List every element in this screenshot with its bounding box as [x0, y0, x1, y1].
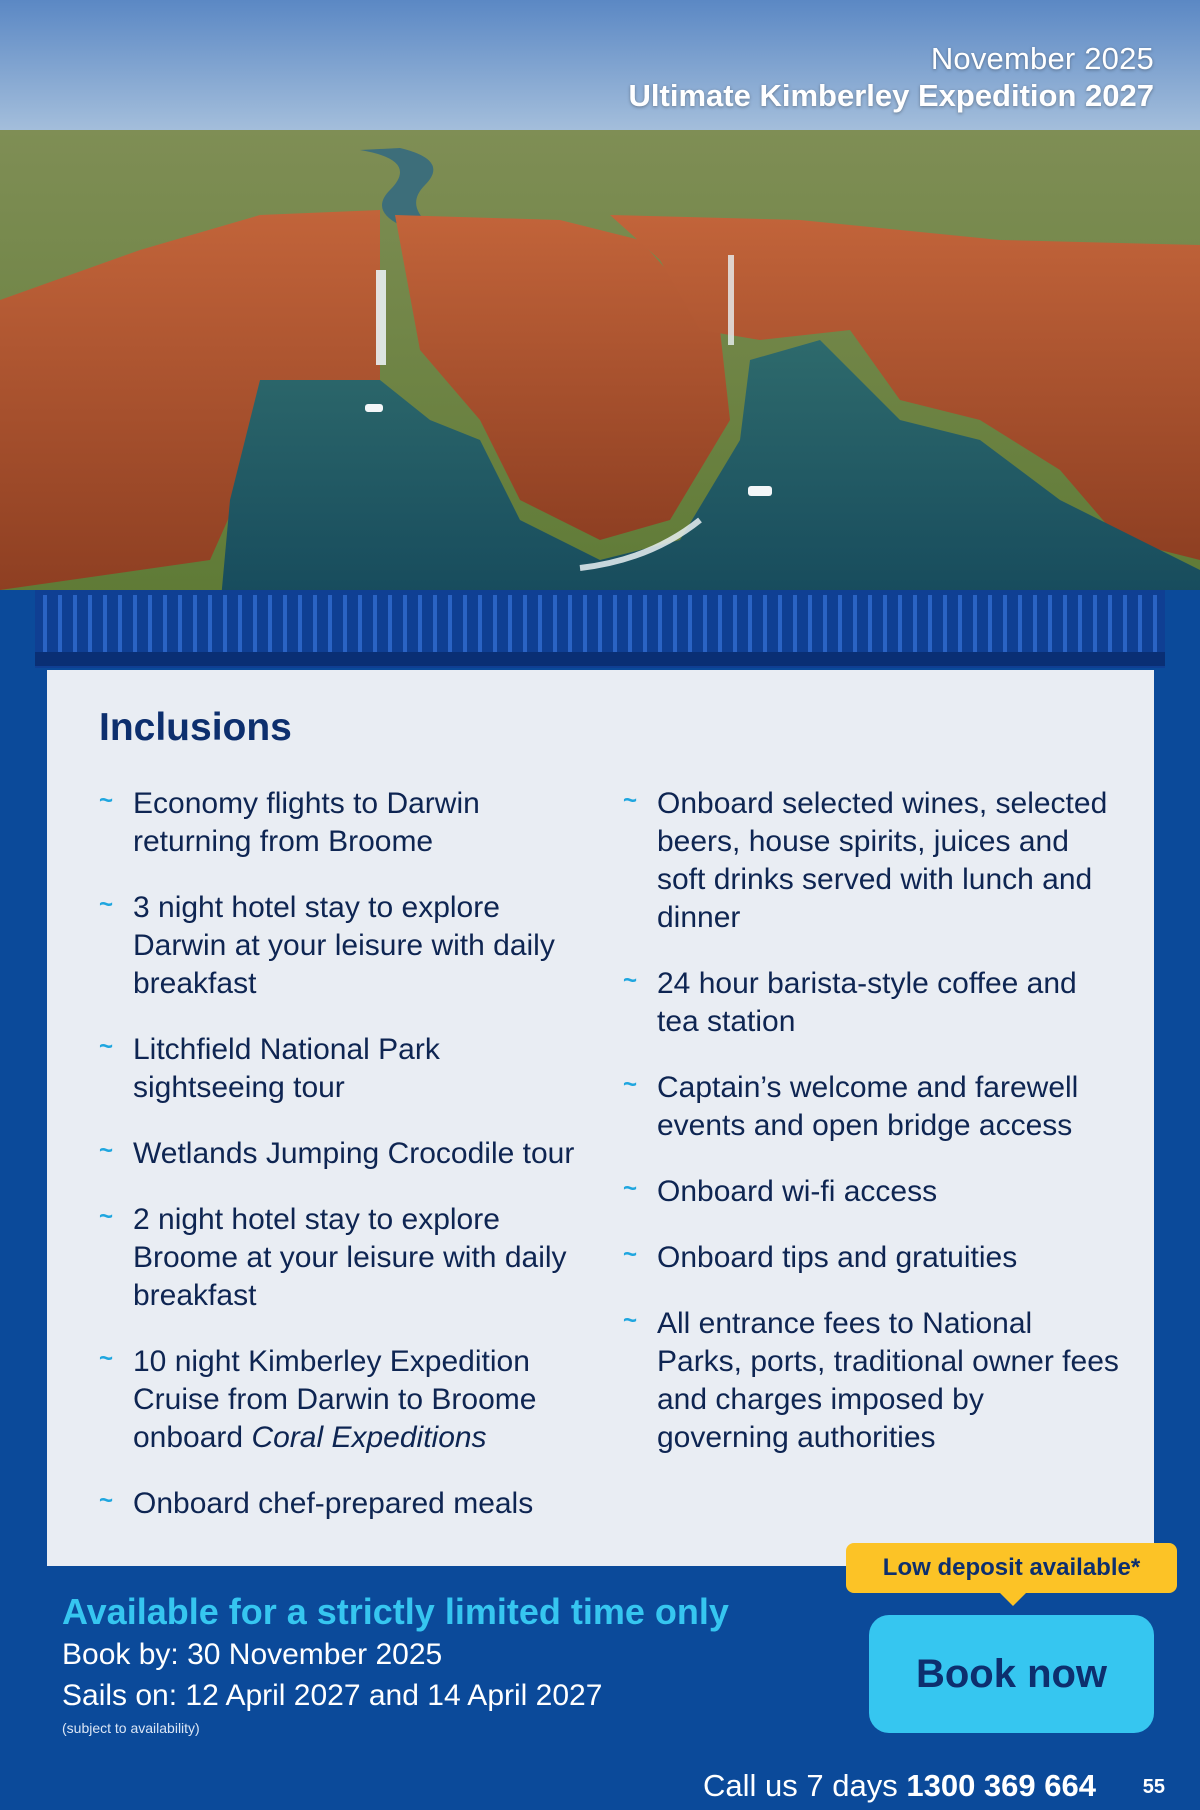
inclusion-text: Economy flights to Darwin returning from Broome [133, 787, 480, 858]
list-item [623, 965, 1123, 1041]
list-item [623, 1173, 1123, 1211]
list-item [623, 785, 1123, 937]
tilde-bullet-icon: ~ [99, 1487, 114, 1514]
list-item [99, 785, 579, 861]
list-item [623, 1239, 1123, 1277]
call-us-line [703, 1768, 1096, 1804]
inclusion-text [133, 1343, 579, 1457]
inclusion-text: Wetlands Jumping Crocodile tour [133, 1137, 575, 1170]
list-item [99, 1031, 579, 1107]
inclusions-right-column [623, 785, 1123, 1485]
hero-image [0, 0, 1200, 610]
inclusions-card [47, 670, 1154, 1566]
page-number: 55 [1142, 1776, 1165, 1798]
promo-headline: Available for a strictly limited time only [62, 1591, 729, 1632]
list-item [623, 1069, 1123, 1145]
tilde-bullet-icon: ~ [99, 1033, 114, 1060]
tilde-bullet-icon: ~ [99, 1203, 114, 1230]
inclusion-text: 2 night hotel stay to explore Broome at your leisure with daily breakfast [133, 1203, 567, 1312]
inclusion-text: Onboard selected wines, selected beers, house spirits, juices and soft drinks served with lunch and dinner [657, 787, 1108, 934]
inclusion-text: Litchfield National Park sightseeing tour [133, 1033, 440, 1104]
promo-block [62, 1590, 729, 1736]
inclusion-text: 3 night hotel stay to explore Darwin at your leisure with daily breakfast [133, 891, 555, 1000]
inclusion-text: Onboard chef-prepared meals [133, 1487, 534, 1520]
call-us-label: Call us 7 days [703, 1768, 907, 1803]
tilde-bullet-icon: ~ [623, 1241, 638, 1268]
book-now-button[interactable]: Book now [869, 1615, 1154, 1733]
list-item [623, 1305, 1123, 1457]
book-by-date: Book by: 30 November 2025 [62, 1638, 443, 1671]
inclusion-text: All entrance fees to National Parks, ports, traditional owner fees and charges imposed by governing authorities [657, 1307, 1119, 1454]
inclusions-left-column [99, 785, 579, 1551]
inclusion-text: 24 hour barista-style coffee and tea station [657, 967, 1077, 1038]
tilde-bullet-icon: ~ [623, 1175, 638, 1202]
inclusion-text-main: 10 night Kimberley Expedition Cruise from Darwin to Broome onboard [133, 1345, 537, 1454]
tilde-bullet-icon: ~ [99, 1137, 114, 1164]
tilde-bullet-icon: ~ [99, 787, 114, 814]
phone-number[interactable]: 1300 369 664 [906, 1768, 1096, 1803]
tilde-bullet-icon: ~ [623, 1307, 638, 1334]
tilde-bullet-icon: ~ [99, 1345, 114, 1372]
cruise-line-name: Coral Expeditions [251, 1421, 487, 1454]
inclusion-text: Onboard tips and gratuities [657, 1241, 1018, 1274]
inclusion-text: Captain’s welcome and farewell events and open bridge access [657, 1071, 1079, 1142]
badge-pointer [999, 1592, 1027, 1606]
issue-date: November 2025 [930, 41, 1154, 76]
list-item [99, 1343, 579, 1457]
tilde-bullet-icon: ~ [623, 787, 638, 814]
curtain-decoration [0, 590, 1200, 680]
list-item [99, 1135, 579, 1173]
tilde-bullet-icon: ~ [99, 891, 114, 918]
tilde-bullet-icon: ~ [623, 967, 638, 994]
tilde-bullet-icon: ~ [623, 1071, 638, 1098]
hero-heading [629, 40, 1154, 116]
availability-note: (subject to availability) [62, 1720, 200, 1736]
inclusion-text: Onboard wi-fi access [657, 1175, 938, 1208]
sailing-dates: Sails on: 12 April 2027 and 14 April 2027 [62, 1679, 603, 1712]
inclusions-heading: Inclusions [99, 706, 292, 749]
list-item [99, 1485, 579, 1523]
list-item [99, 889, 579, 1003]
list-item [99, 1201, 579, 1315]
low-deposit-badge: Low deposit available* [846, 1543, 1177, 1593]
page-title: Ultimate Kimberley Expedition 2027 [628, 78, 1154, 114]
